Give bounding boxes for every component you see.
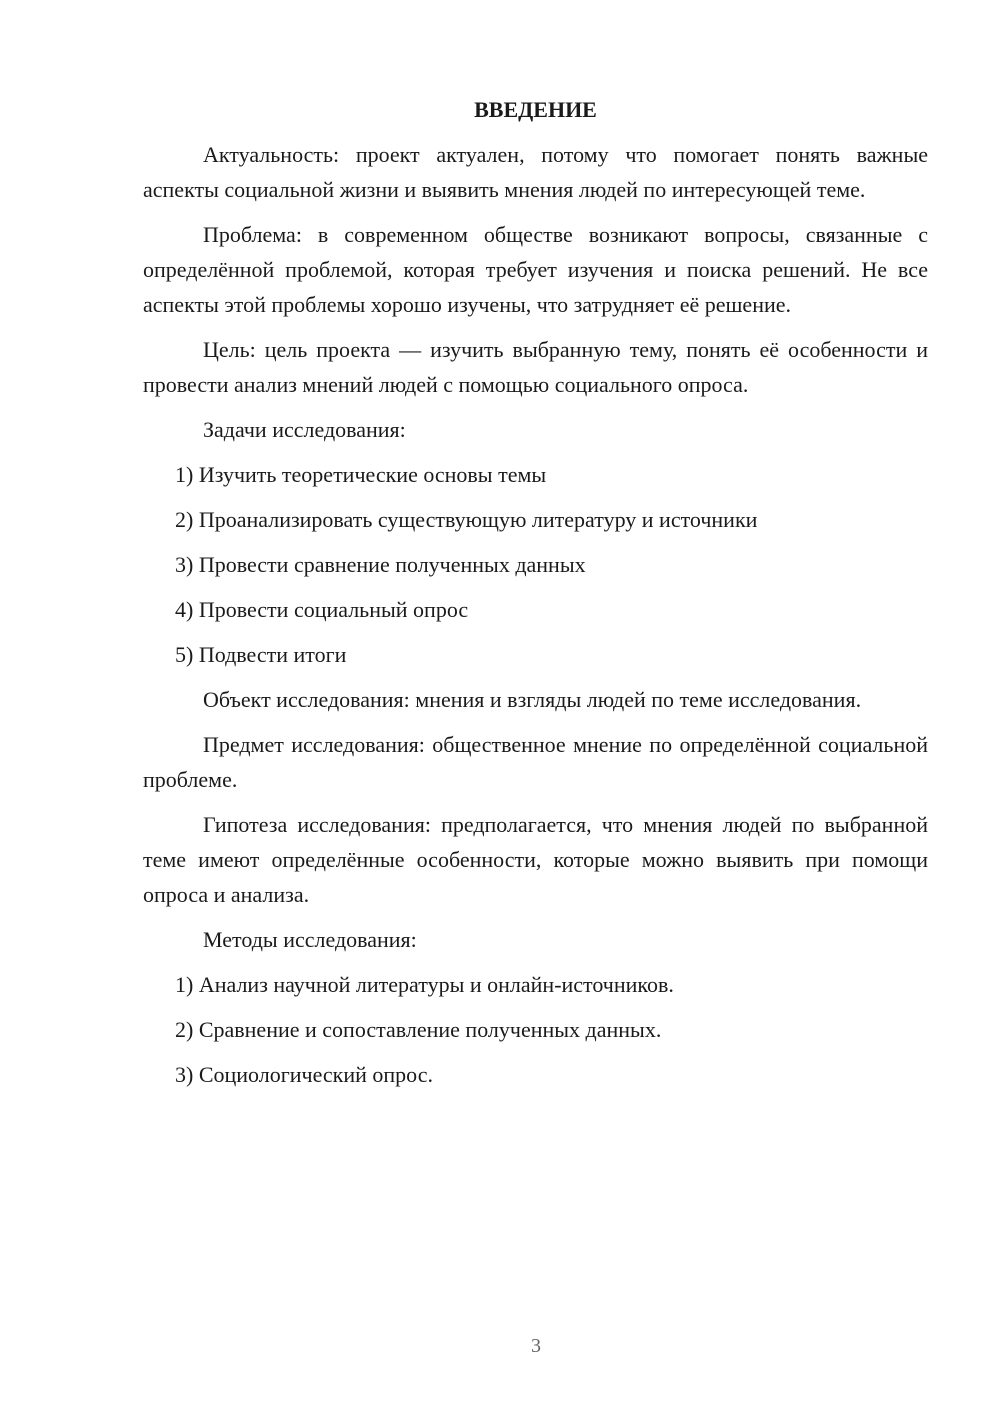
task-item-3: 3) Провести сравнение полученных данных [175, 552, 586, 577]
page-number: 3 [531, 1335, 541, 1357]
subject-paragraph: Предмет исследования: общественное мнение по определённой социальной проблеме. [143, 732, 928, 792]
tasks-heading: Задачи исследования: [203, 417, 406, 442]
problem-paragraph: Проблема: в современном обществе возникают вопросы, связанные с определённой проблемой, которая требует изучения и поиска решений. Не все аспекты этой проблемы хорошо изучены, что затрудняет её решение. [143, 222, 928, 317]
task-item-2: 2) Проанализировать существующую литературу и источники [175, 507, 758, 532]
document-body [143, 92, 928, 1102]
section-title: ВВЕДЕНИЕ [474, 97, 597, 122]
relevance-paragraph: Актуальность: проект актуален, потому что помогает понять важные аспекты социальной жизни и выявить мнения людей по интересующей теме. [143, 142, 928, 202]
method-item-3: 3) Социологический опрос. [175, 1062, 433, 1087]
method-item-1: 1) Анализ научной литературы и онлайн-источников. [175, 972, 674, 997]
methods-heading: Методы исследования: [203, 927, 417, 952]
task-item-4: 4) Провести социальный опрос [175, 597, 469, 622]
object-paragraph: Объект исследования: мнения и взгляды людей по теме исследования. [203, 687, 862, 712]
hypothesis-paragraph: Гипотеза исследования: предполагается, что мнения людей по выбранной теме имеют определённые особенности, которые можно выявить при помощи опроса и анализа. [143, 812, 928, 907]
task-item-1: 1) Изучить теоретические основы темы [175, 462, 547, 487]
task-item-5: 5) Подвести итоги [175, 642, 347, 667]
goal-paragraph: Цель: цель проекта — изучить выбранную тему, понять её особенности и провести анализ мнений людей с помощью социального опроса. [143, 337, 928, 397]
method-item-2: 2) Сравнение и сопоставление полученных данных. [175, 1017, 662, 1042]
